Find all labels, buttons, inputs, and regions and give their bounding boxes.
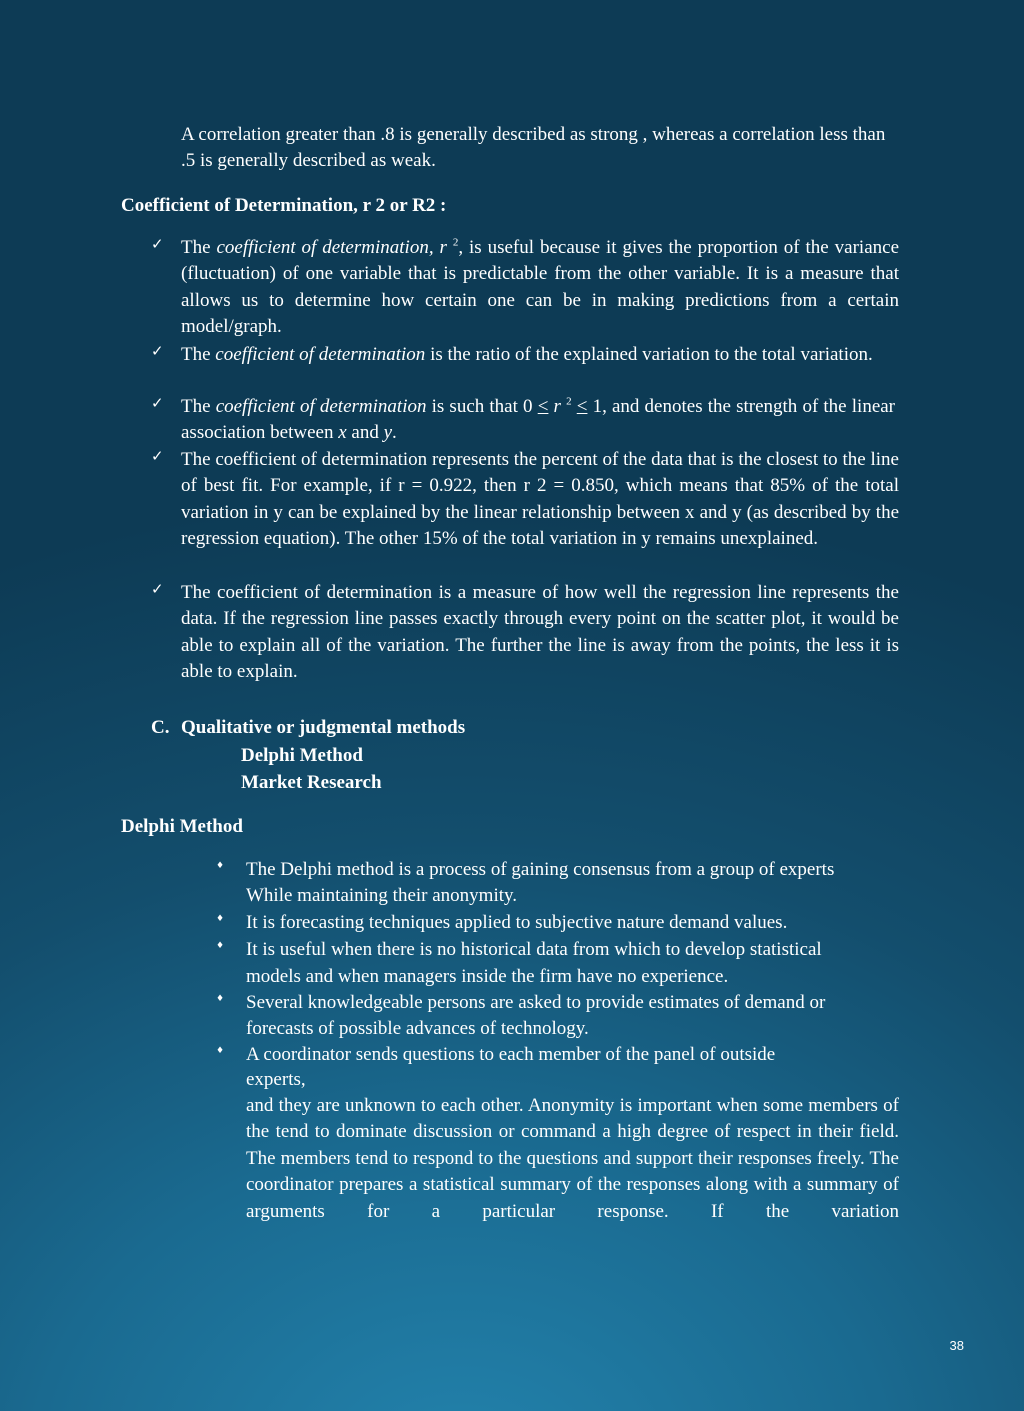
- delphi-bullet-4-line-2: forecasts of possible advances of technology.: [246, 1018, 589, 1039]
- section-c-title: Qualitative or judgmental methods: [181, 717, 466, 738]
- section-c-marker: C.: [151, 717, 170, 738]
- delphi-bullet-4-line-1: Several knowledgeable persons are asked to provide estimates of demand or: [246, 992, 826, 1013]
- cod-bullet-3-part: and: [346, 422, 384, 444]
- diamond-bullet-icon: ♦: [216, 994, 225, 1004]
- cod-bullet-3-part: 1, and denotes the strength of the linear association between: [181, 396, 896, 444]
- cod-bullet-3-text: The: [181, 396, 216, 417]
- delphi-bullet-5-body: and they are unknown to each other. Anonymity is important when some members of the tend to dominate discussion or command a high degree of respect in their field. The members tend to respond to the questions and support their responses freely. The coordinator prepares a statistical summary of the responses along with a summary of arguments for a particular response. If the variation: [246, 1095, 899, 1222]
- intro-paragraph: [181, 122, 901, 175]
- check-icon: ✓: [151, 235, 164, 253]
- cod-bullet-4: [181, 447, 899, 553]
- diamond-bullet-icon: ♦: [216, 1046, 225, 1056]
- check-icon: ✓: [151, 342, 164, 360]
- cod-bullet-3-part: is such that 0: [426, 396, 538, 417]
- y-variable: y: [383, 422, 393, 444]
- delphi-bullet-3-line-2: models and when managers inside the firm have no experience.: [246, 966, 729, 987]
- cod-bullet-3-part: .: [392, 422, 397, 444]
- cod-bullet-2-rest: is the ratio of the explained variation to the total variation.: [425, 344, 873, 365]
- le-symbol: <: [576, 396, 588, 417]
- cod-bullet-5: [181, 580, 899, 686]
- delphi-heading: Delphi Method: [121, 816, 243, 837]
- intro-text: A correlation greater than .8 is generally described as strong , whereas a correlation less than .5 is generally described as weak.: [181, 124, 886, 172]
- diamond-bullet-icon: ♦: [216, 861, 225, 871]
- superscript: 2: [452, 236, 459, 249]
- x-variable: x: [338, 422, 347, 444]
- delphi-bullet-3-line-1: It is useful when there is no historical data from which to develop statistical: [246, 939, 822, 960]
- cod-bullet-2-text: The: [181, 344, 216, 365]
- page-number: 38: [949, 1338, 964, 1353]
- cod-bullet-1-rest: , is useful because it gives the proportion of the variance (fluctuation) of one variable that is predictable from the other variable. It is a measure that allows us to determine how certain one can be in making predictions from a certain model/graph.: [181, 237, 900, 338]
- delphi-bullet-1-line-2: While maintaining their anonymity.: [246, 885, 518, 906]
- section-c-item-market-research: Market Research: [241, 772, 382, 793]
- diamond-bullet-icon: ♦: [216, 941, 225, 951]
- cod-bullet-1: [181, 235, 899, 341]
- cod-bullet-2-term: coefficient of determination: [215, 344, 426, 365]
- section-c-item-delphi: Delphi Method: [241, 745, 363, 766]
- check-icon: ✓: [151, 447, 164, 465]
- cod-bullet-4-text: The coefficient of determination represents the percent of the data that is the closest to the line of best fit. For example, if r = 0.922, then r 2 = 0.850, which means that 85% of the total variation in y can be explained by the linear relationship between x and y (as described by the regression equation). The other 15% of the total variation in y remains unexplained.: [181, 449, 899, 550]
- delphi-bullet-1-line-1: The Delphi method is a process of gaining consensus from a group of experts: [246, 859, 835, 880]
- superscript: 2: [566, 395, 572, 408]
- diamond-bullet-icon: ♦: [216, 914, 225, 924]
- check-icon: ✓: [151, 394, 164, 412]
- r-variable: r: [553, 396, 561, 417]
- cod-bullet-2: [181, 342, 895, 368]
- delphi-bullet-5-line-1: A coordinator sends questions to each member of the panel of outside: [246, 1044, 776, 1065]
- delphi-bullet-5-line-2: experts,: [246, 1069, 306, 1090]
- cod-bullet-1-term: coefficient of determination, r: [216, 237, 447, 258]
- cod-bullet-1-text: The: [181, 237, 217, 258]
- cod-bullet-3: [181, 394, 895, 447]
- check-icon: ✓: [151, 580, 164, 598]
- le-symbol: <: [537, 396, 549, 417]
- cod-bullet-3-term: coefficient of determination: [215, 396, 427, 417]
- cod-bullet-5-text: The coefficient of determination is a measure of how well the regression line represents the data. If the regression line passes exactly through every point on the scatter plot, it would be able to explain all of the variation. The further the line is away from the points, the less it is able to explain.: [181, 582, 899, 683]
- cod-heading: Coefficient of Determination, r 2 or R2 :: [121, 195, 447, 216]
- delphi-bullet-2: It is forecasting techniques applied to subjective nature demand values.: [246, 912, 788, 933]
